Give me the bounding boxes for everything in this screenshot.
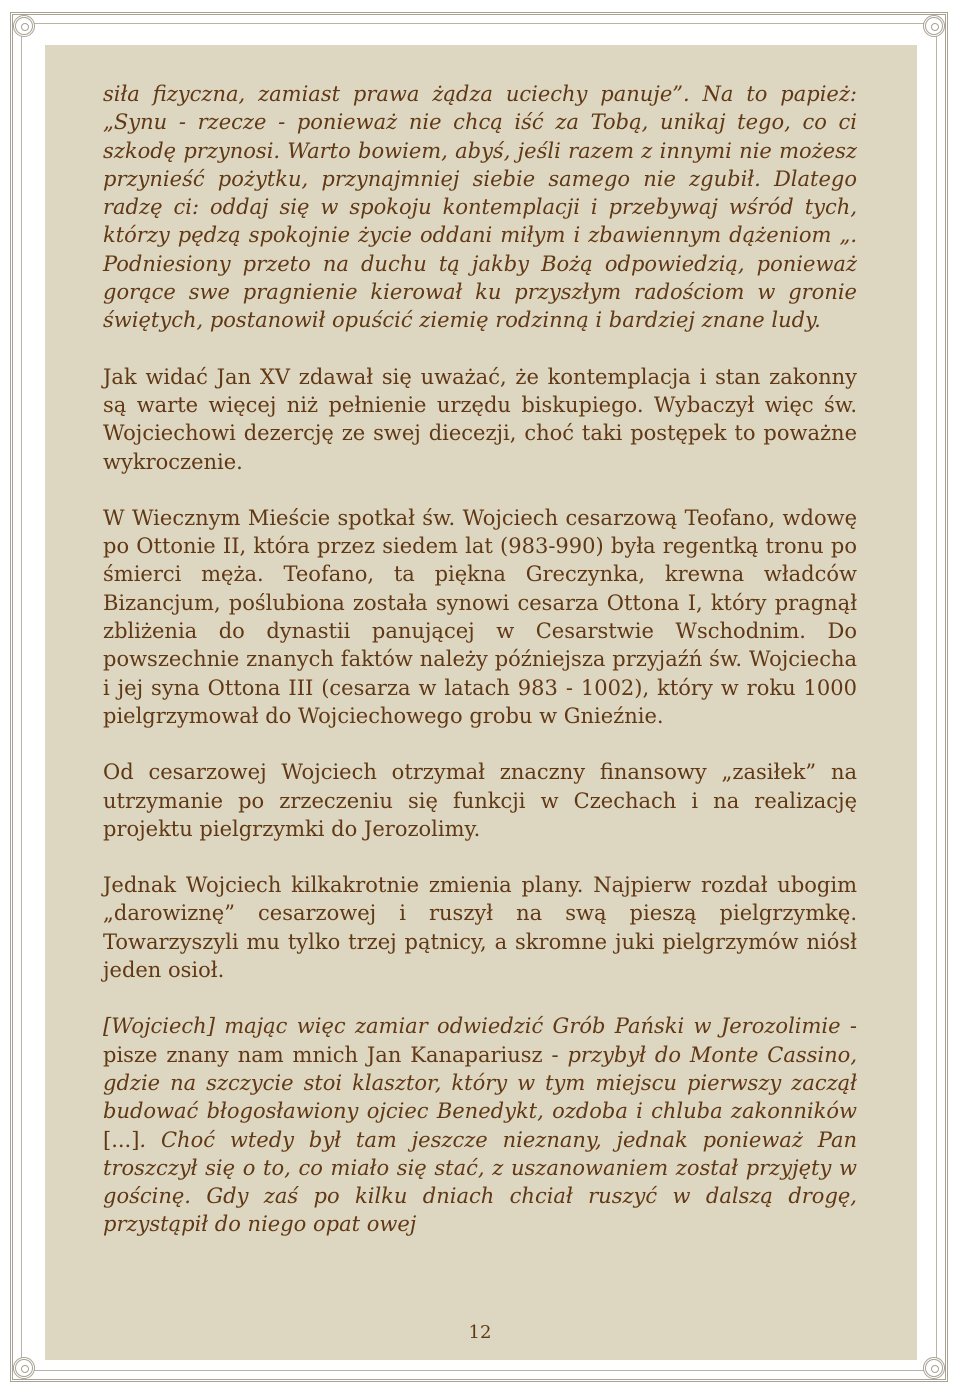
corner-ornament-bottom-right bbox=[923, 1357, 945, 1379]
paragraph-text: W Wiecznym Mieście spotkał św. Wojciech cesarzową Teofano, wdowę po Ottonie II, która przez siedem lat (983-990) była regentką tronu po śmierci męża. Teofano, ta piękna Greczynka, krewna władców Bizancjum, poślubiona została synowi cesarza Ottona I, który pragnął zbliżenia do dynastii panującej w Cesarstwie Wschodnim. Do powszechnie znanych faktów należy późniejsza przyjaźń św. Wojciecha i jej syna Ottona III (cesarza w latach 983 - 1002), który w roku 1000 pielgrzymował do Wojciechowego grobu w Gnieźnie. bbox=[103, 505, 857, 728]
paragraph bbox=[103, 363, 857, 476]
ellipsis-text: [...] bbox=[103, 1127, 140, 1152]
corner-ornament-top-right bbox=[923, 15, 945, 37]
paragraph-quote bbox=[103, 80, 857, 335]
attribution-text: - pisze znany nam mnich Jan Kanapariusz - bbox=[103, 1014, 857, 1067]
page-number: 12 bbox=[468, 1322, 492, 1343]
quote-text: . Choć wtedy był tam jeszcze nieznany, jednak ponieważ Pan troszczył się o to, co miało się stać, z uszanowaniem został przyjęty w gościnę. Gdy zaś po kilku dniach chciał ruszyć w dalszą drogę, przystąpił do niego opat owej bbox=[103, 1127, 857, 1237]
paragraph bbox=[103, 871, 857, 984]
quote-text: siła fizyczna, zamiast prawa żądza uciechy panuje”. Na to papież: „Synu - rzecze - ponieważ nie chcą iść za Tobą, unikaj tego, co ci szkodę przynosi. Warto bowiem, abyś, jeśli razem z innymi nie możesz przynieść pożytku, przynajmniej siebie samego nie zgubił. Dlatego radzę ci: oddaj się w spokoju kontemplacji i przebywaj wśród tych, którzy pędzą spokojnie życie oddani miłym i zbawiennym dążeniom „. Podniesiony przeto na duchu tą jakby Bożą odpowiedzią, ponieważ gorące swe pragnienie kierował ku przyszłym radościom w gronie świętych, postanowił opuścić ziemię rodzinną i bardziej znane ludy. bbox=[103, 82, 857, 333]
paragraph-text: Od cesarzowej Wojciech otrzymał znaczny finansowy „zasiłek” na utrzymanie po zrzeczeniu się funkcji w Czechach i na realizację projektu pielgrzymki do Jerozolimy. bbox=[103, 760, 857, 841]
quote-text: przybył do Monte Cassino, gdzie na szczycie stoi klasztor, który w tym miejscu pierwszy zaczął budować błogosławiony ojciec Benedykt, ozdoba i chluba zakonników bbox=[103, 1042, 857, 1124]
quote-text: [Wojciech] mając więc zamiar odwiedzić Grób Pański w Jerozolimie bbox=[103, 1014, 841, 1039]
paragraph-mixed-quote bbox=[103, 1012, 857, 1238]
document-body bbox=[103, 80, 857, 1267]
corner-ornament-bottom-left bbox=[13, 1357, 35, 1379]
paragraph-text: Jednak Wojciech kilkakrotnie zmienia plany. Najpierw rozdał ubogim „darowiznę” cesarzowej i ruszył na swą pieszą pielgrzymkę. Towarzyszyli mu tylko trzej pątnicy, a skromne juki pielgrzymów niósł jeden osioł. bbox=[103, 873, 857, 983]
paragraph bbox=[103, 758, 857, 843]
paragraph-text: Jak widać Jan XV zdawał się uważać, że kontemplacja i stan zakonny są warte więcej niż pełnienie urzędu biskupiego. Wybaczył więc św. Wojciechowi dezercję ze swej diecezji, choć taki postępek to poważne wykroczenie. bbox=[103, 364, 857, 474]
corner-ornament-top-left bbox=[13, 15, 35, 37]
paragraph bbox=[103, 504, 857, 730]
